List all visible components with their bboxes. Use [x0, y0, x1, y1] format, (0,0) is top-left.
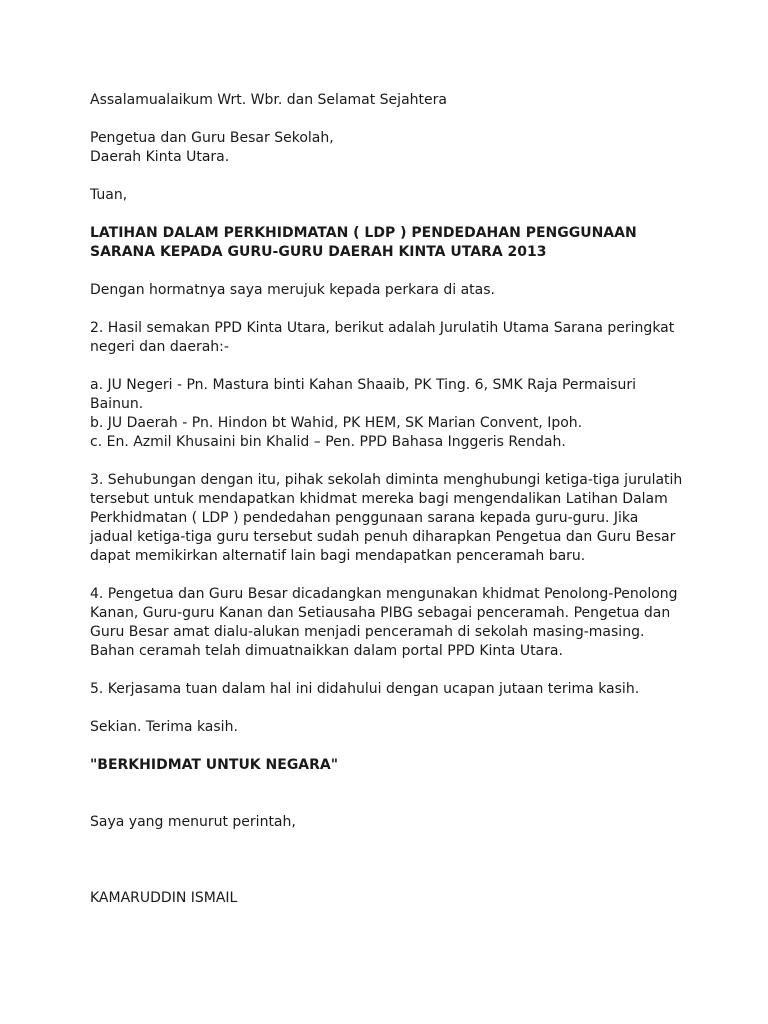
paragraph-2 — [90, 319, 690, 357]
paragraph-line: negeri dan daerah:- — [90, 339, 229, 355]
greeting — [90, 91, 690, 110]
paragraph-line: jadual ketiga-tiga guru tersebut sudah penuh diharapkan Pengetua dan Guru Besar — [90, 529, 676, 545]
paragraph-line: 2. Hasil semakan PPD Kinta Utara, berikut adalah Jurulatih Utama Sarana peringkat — [90, 320, 675, 336]
recipient-line: Pengetua dan Guru Besar Sekolah, — [90, 130, 334, 146]
paragraph-line: Kanan, Guru-guru Kanan dan Setiausaha PIBG sebagai penceramah. Pengetua dan — [90, 605, 671, 621]
motto-text: "BERKHIDMAT UNTUK NEGARA" — [90, 757, 339, 773]
paragraph-4 — [90, 585, 690, 661]
paragraph-line: 3. Sehubungan dengan itu, pihak sekolah diminta menghubungi ketiga-tiga jurulatih — [90, 472, 683, 488]
paragraph-line: 5. Kerjasama tuan dalam hal ini didahului dengan ucapan jutaan terima kasih. — [90, 681, 640, 697]
letter-body — [90, 91, 690, 927]
closing-text: Sekian. Terima kasih. — [90, 719, 238, 735]
list-item: b. JU Daerah - Pn. Hindon bt Wahid, PK HEM, SK Marian Convent, Ipoh. — [90, 415, 583, 431]
paragraph-line: dapat memikirkan alternatif lain bagi mendapatkan penceramah baru. — [90, 548, 586, 564]
trainer-list — [90, 376, 690, 452]
paragraph-line: Perkhidmatan ( LDP ) pendedahan penggunaan sarana kepada guru-guru. Jika — [90, 510, 639, 526]
recipient-block — [90, 129, 690, 167]
paragraph-line: Bahan ceramah telah dimuatnaikkan dalam portal PPD Kinta Utara. — [90, 643, 563, 659]
paragraph-3 — [90, 471, 690, 566]
greeting-text: Assalamualaikum Wrt. Wbr. dan Selamat Sejahtera — [90, 92, 447, 108]
salutation — [90, 186, 690, 205]
sign-off-text: Saya yang menurut perintah, — [90, 814, 296, 830]
subject-line: SARANA KEPADA GURU-GURU DAERAH KINTA UTARA 2013 — [90, 244, 547, 260]
paragraph-line: tersebut untuk mendapatkan khidmat mereka bagi mengendalikan Latihan Dalam — [90, 491, 668, 507]
paragraph-line: Guru Besar amat dialu-alukan menjadi penceramah di sekolah masing-masing. — [90, 624, 645, 640]
paragraph-line: 4. Pengetua dan Guru Besar dicadangkan mengunakan khidmat Penolong-Penolong — [90, 586, 678, 602]
list-item: Bainun. — [90, 396, 144, 412]
signatory-name: KAMARUDDIN ISMAIL — [90, 890, 238, 906]
closing — [90, 718, 690, 737]
paragraph-5 — [90, 680, 690, 699]
motto — [90, 756, 690, 775]
salutation-text: Tuan, — [90, 187, 128, 203]
list-item: a. JU Negeri - Pn. Mastura binti Kahan Shaaib, PK Ting. 6, SMK Raja Permaisuri — [90, 377, 636, 393]
list-item: c. En. Azmil Khusaini bin Khalid – Pen. PPD Bahasa Inggeris Rendah. — [90, 434, 566, 450]
sign-off — [90, 813, 690, 832]
subject-line: LATIHAN DALAM PERKHIDMATAN ( LDP ) PENDEDAHAN PENGGUNAAN — [90, 225, 637, 241]
paragraph-line: Dengan hormatnya saya merujuk kepada perkara di atas. — [90, 282, 495, 298]
signatory — [90, 889, 690, 908]
paragraph-1 — [90, 281, 690, 300]
subject-heading — [90, 224, 690, 262]
recipient-line: Daerah Kinta Utara. — [90, 149, 230, 165]
